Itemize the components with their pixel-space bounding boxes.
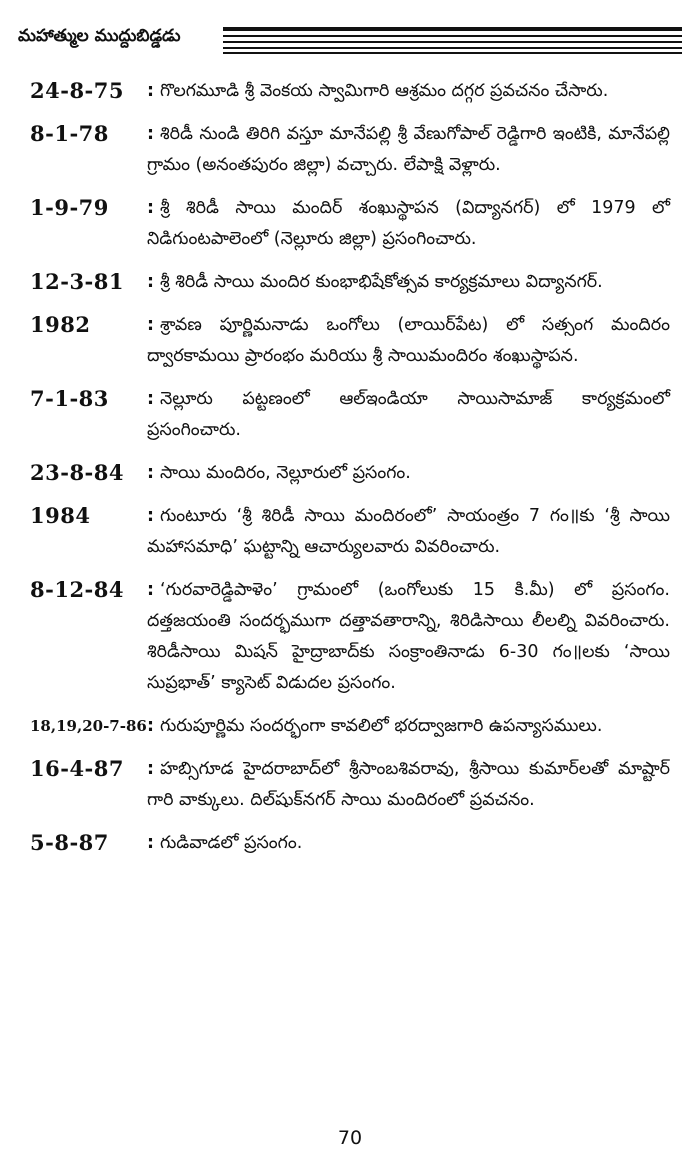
chronology-entry: 16-4-87 : హబ్సిగూడ హైదరాబాద్‌లో శ్రీసాంబశివరావు, శ్రీసాయి కుమార్‌లతో మాష్టార్ గారి వాక్కులు. దిల్‌షుక్‌నగర్ సాయి మందిరంలో ప్రవచనం. xyxy=(30,756,670,810)
entry-date: 8-12-84 xyxy=(30,577,124,602)
chronology-entry: 23-8-84 : సాయి మందిరం, నెల్లూరులో ప్రసంగం. xyxy=(30,458,670,489)
entry-text: గుడివాడలో ప్రసంగం. xyxy=(160,833,303,853)
entry-date: 12-3-81 xyxy=(30,269,124,294)
entry-date: 7-1-83 xyxy=(30,386,109,411)
chronology-entry: 5-8-87 : గుడివాడలో ప్రసంగం. xyxy=(30,828,670,859)
entry-date: 5-8-87 xyxy=(30,830,109,855)
chronology-entry: 8-12-84 : ‘గురవారెడ్డిపాళెం’ గ్రామంలో (ఒంగోలుకు 15 కి.మీ) లో ప్రసంగం. దత్తజయంతి సందర్భముగా దత్తావతారాన్ని, శిరిడిసాయి లీలల్ని వివరించారు. శిరిడీసాయి మిషన్ హైద్రాబాద్‌కు సంక్రాంతినాడు 6-30 గం॥లకు ‘సాయి సుప్రభాత్’ క్యాసెట్ విడుదల ప్రసంగం. xyxy=(30,577,670,693)
entry-date: 16-4-87 xyxy=(30,756,124,781)
entry-text: నెల్లూరు పట్టణంలో ఆల్ఇండియా సాయిసామాజ్ కార్యక్రమంలో ప్రసంగించారు. xyxy=(147,389,670,440)
chronology-entry: 1982 : శ్రావణ పూర్ణిమనాడు ఒంగోలు (లాయిర్‌పేట) లో సత్సంగ మందిరం ద్వారకామయి ప్రారంభం మరియు శ్రీ సాయిమందిరం శంఖుస్థాపన. xyxy=(30,312,670,366)
entry-text: శ్రీ శిరిడీ సాయి మందిర కుంభాభిషేకోత్సవ కార్యక్రమాలు విద్యానగర్. xyxy=(160,272,603,292)
entry-date: 8-1-78 xyxy=(30,121,109,146)
chronology-entry: 1-9-79 : శ్రీ శిరిడీ సాయి మందిర్ శంఖుస్థాపన (విద్యానగర్) లో 1979 లో నిడిగుంటపాలెంలో (నెల్లూరు జిల్లా) ప్రసంగించారు. xyxy=(30,195,670,249)
page-number: 70 xyxy=(337,1127,363,1149)
entry-text: గురుపూర్ణిమ సందర్భంగా కావలిలో భరద్వాజగారి ఉపన్యాసములు. xyxy=(160,716,603,736)
header-rule-lines xyxy=(223,27,682,55)
entry-date: 1-9-79 xyxy=(30,195,109,220)
entry-date: 18,19,20-7-86 xyxy=(30,717,147,735)
entry-date: 1984 xyxy=(30,503,91,528)
entry-date: 24-8-75 xyxy=(30,78,124,103)
chronology-entry: 12-3-81 : శ్రీ శిరిడీ సాయి మందిర కుంభాభిషేకోత్సవ కార్యక్రమాలు విద్యానగర్. xyxy=(30,267,670,298)
chronology-entry: 1984 : గుంటూరు ‘శ్రీ శిరిడీ సాయి మందిరంలో’ సాయంత్రం 7 గం॥కు ‘శ్రీ సాయి మహాసమాధి’ ఘట్టాన్ని ఆచార్యులవారు వివరించారు. xyxy=(30,503,670,557)
entry-text: గొలగమూడి శ్రీ వెంకయ స్వామిగారి ఆశ్రమం దగ్గర ప్రవచనం చేసారు. xyxy=(160,81,609,101)
running-header xyxy=(18,22,682,56)
chronology-entry: 8-1-78 : శిరిడీ నుండి తిరిగి వస్తూ మానేపల్లి శ్రీ వేణుగోపాల్ రెడ్డిగారి ఇంటికి, మానేపల్లి గ్రామం (అనంతపురం జిల్లా) వచ్చారు. లేపాక్షి వెళ్లారు. xyxy=(30,121,670,175)
chronology-entry: 7-1-83 : నెల్లూరు పట్టణంలో ఆల్ఇండియా సాయిసామాజ్ కార్యక్రమంలో ప్రసంగించారు. xyxy=(30,386,670,440)
entry-text: హబ్సిగూడ హైదరాబాద్‌లో శ్రీసాంబశివరావు, శ్రీసాయి కుమార్‌లతో మాష్టార్ గారి వాక్కులు. దిల్‌షుక్‌నగర్ సాయి మందిరంలో ప్రవచనం. xyxy=(147,759,670,810)
entry-text: శ్రావణ పూర్ణిమనాడు ఒంగోలు (లాయిర్‌పేట) లో సత్సంగ మందిరం ద్వారకామయి ప్రారంభం మరియు శ్రీ సాయిమందిరం శంఖుస్థాపన. xyxy=(147,315,670,366)
chronology-list xyxy=(30,76,670,871)
entry-text: శ్రీ శిరిడీ సాయి మందిర్ శంఖుస్థాపన (విద్యానగర్) లో 1979 లో నిడిగుంటపాలెంలో (నెల్లూరు జిల్లా) ప్రసంగించారు. xyxy=(147,198,670,249)
entry-text: సాయి మందిరం, నెల్లూరులో ప్రసంగం. xyxy=(160,463,411,483)
book-title: మహాత్ముల ముద్దుబిడ్డడు xyxy=(18,26,181,46)
entry-text: ‘గురవారెడ్డిపాళెం’ గ్రామంలో (ఒంగోలుకు 15 కి.మీ) లో ప్రసంగం. దత్తజయంతి సందర్భముగా దత్తావతారాన్ని, శిరిడిసాయి లీలల్ని వివరించారు. శిరిడీసాయి మిషన్ హైద్రాబాద్‌కు సంక్రాంతినాడు 6-30 గం॥లకు ‘సాయి సుప్రభాత్’ క్యాసెట్ విడుదల ప్రసంగం. xyxy=(147,580,670,693)
entry-text: శిరిడీ నుండి తిరిగి వస్తూ మానేపల్లి శ్రీ వేణుగోపాల్ రెడ్డిగారి ఇంటికి, మానేపల్లి గ్రామం (అనంతపురం జిల్లా) వచ్చారు. లేపాక్షి వెళ్లారు. xyxy=(147,124,670,175)
entry-date: 1982 xyxy=(30,312,91,337)
chronology-entry: 24-8-75 : గొలగమూడి శ్రీ వెంకయ స్వామిగారి ఆశ్రమం దగ్గర ప్రవచనం చేసారు. xyxy=(30,76,670,107)
entry-text: గుంటూరు ‘శ్రీ శిరిడీ సాయి మందిరంలో’ సాయంత్రం 7 గం॥కు ‘శ్రీ సాయి మహాసమాధి’ ఘట్టాన్ని ఆచార్యులవారు వివరించారు. xyxy=(147,506,670,557)
entry-date: 23-8-84 xyxy=(30,460,124,485)
chronology-entry: 18,19,20-7-86 : గురుపూర్ణిమ సందర్భంగా కావలిలో భరద్వాజగారి ఉపన్యాసములు. xyxy=(30,711,670,742)
